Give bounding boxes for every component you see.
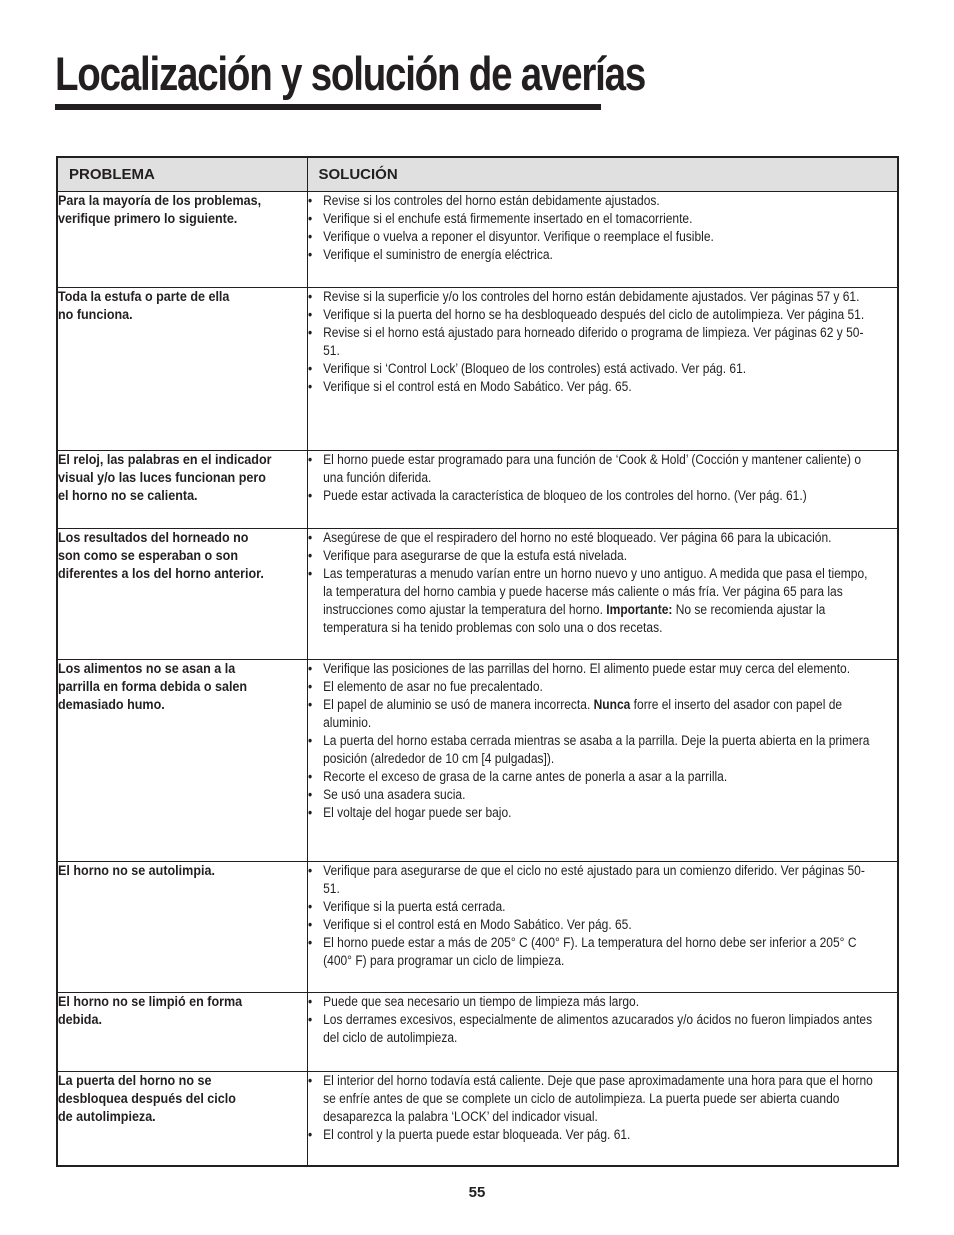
list-item: • El horno puede estar a más de 205° C (400° F). La temperatura del horno debe ser inferior a 205° C (400° F) para programar un ciclo de limpieza.	[308, 934, 878, 970]
list-item-text: Las temperaturas a menudo varían entre un horno nuevo y uno antiguo. A medida que pasa el tiempo, la temperatura del horno cambia y puede hacerse más caliente o más fría. Ver página 65 para las instrucciones como ajustar la temperatura del horno.	[322, 565, 868, 617]
problem-text: El horno no se autolimpia.	[58, 862, 215, 878]
solution-cell	[307, 287, 898, 450]
solution-cell	[307, 861, 898, 992]
table-row	[57, 861, 898, 992]
problem-cell	[57, 287, 307, 450]
solution-cell	[307, 528, 898, 659]
solution-cell	[307, 1071, 898, 1166]
list-item: • Verifique si el control está en Modo Sabático. Ver pág. 65.	[308, 916, 878, 934]
title-underline	[55, 104, 601, 110]
problem-text: El horno no se limpió en forma debida.	[58, 993, 243, 1027]
solution-cell	[307, 992, 898, 1071]
list-item: • Verifique el suministro de energía eléctrica.	[308, 246, 878, 264]
list-item: • Revise si la superficie y/o los controles del horno están debidamente ajustados. Ver páginas 57 y 61.	[308, 288, 878, 306]
page-number: 55	[468, 1184, 486, 1201]
list-item: • La puerta del horno estaba cerrada mientras se asaba a la parrilla. Deje la puerta abierta en la primera posición (alrededor de 10 cm [4 pulgadas]).	[308, 732, 878, 768]
emphasis-text: Nunca	[593, 696, 630, 712]
problem-text: El reloj, las palabras en el indicador visual y/o las luces funcionan pero el horno no se calienta.	[58, 451, 272, 503]
table-row	[57, 659, 898, 861]
header-problem: PROBLEMA	[57, 157, 307, 191]
list-item: • Los derrames excesivos, especialmente de alimentos azucarados y/o ácidos no fueron limpiados antes del ciclo de autolimpieza.	[308, 1011, 878, 1047]
problem-cell	[57, 1071, 307, 1166]
solution-cell	[307, 659, 898, 861]
list-item: • Se usó una asadera sucia.	[308, 786, 878, 804]
problem-text: Los alimentos no se asan a la parrilla en forma debida o salen demasiado humo.	[58, 660, 248, 712]
list-item: • Verifique para asegurarse de que la estufa está nivelada.	[308, 547, 878, 565]
list-item: • Verifique las posiciones de las parrillas del horno. El alimento puede estar muy cerca del elemento.	[308, 660, 878, 678]
solution-cell	[307, 191, 898, 287]
list-item: • Puede que sea necesario un tiempo de limpieza más largo.	[308, 993, 878, 1011]
table-row	[57, 191, 898, 287]
solution-list	[308, 862, 878, 970]
list-item: • Verifique si la puerta está cerrada.	[308, 898, 878, 916]
list-item: • Verifique si el enchufe está firmemente insertado en el tomacorriente.	[308, 210, 878, 228]
solution-list	[308, 529, 878, 637]
list-item-text: El papel de aluminio se usó de manera incorrecta.	[322, 696, 594, 712]
problem-cell	[57, 450, 307, 528]
table-header-row	[57, 157, 898, 191]
list-item: • El control y la puerta puede estar bloqueada. Ver pág. 61.	[308, 1126, 878, 1144]
list-item-text: forre el inserto del asador con papel de aluminio.	[322, 696, 842, 730]
list-item: • Revise si los controles del horno están debidamente ajustados.	[308, 192, 878, 210]
list-item: • Recorte el exceso de grasa de la carne antes de ponerla a asar a la parrilla.	[308, 768, 878, 786]
list-item: • Verifique si ‘Control Lock’ (Bloqueo de los controles) está activado. Ver pág. 61.	[308, 360, 878, 378]
list-item: • Puede estar activada la característica de bloqueo de los controles del horno. (Ver pág. 61.)	[308, 487, 878, 505]
list-item: • Verifique si la puerta del horno se ha desbloqueado después del ciclo de autolimpieza. Ver página 51.	[308, 306, 878, 324]
solution-cell	[307, 450, 898, 528]
solution-list	[308, 993, 878, 1047]
list-item	[308, 696, 878, 732]
list-item: • Verifique si el control está en Modo Sabático. Ver pág. 65.	[308, 378, 878, 396]
emphasis-text: Importante:	[605, 601, 672, 617]
list-item: • Verifique o vuelva a reponer el disyuntor. Verifique o reemplace el fusible.	[308, 228, 878, 246]
troubleshooting-table	[56, 156, 899, 1167]
problem-cell	[57, 992, 307, 1071]
solution-list	[308, 192, 878, 264]
list-item-text: No se recomienda ajustar la temperatura si ha tenido problemas con solo una o dos recetas.	[322, 601, 825, 635]
table-row	[57, 450, 898, 528]
header-solution: SOLUCIÓN	[307, 157, 898, 191]
list-item: • Asegúrese de que el respiradero del horno no esté bloqueado. Ver página 66 para la ubicación.	[308, 529, 878, 547]
list-item: • El horno puede estar programado para una función de ‘Cook & Hold’ (Cocción y mantener caliente) o una función diferida.	[308, 451, 878, 487]
list-item: • El elemento de asar no fue precalentado.	[308, 678, 878, 696]
problem-cell	[57, 861, 307, 992]
problem-text: Los resultados del horneado no son como se esperaban o son diferentes a los del horno anterior.	[58, 529, 264, 581]
list-item: • El voltaje del hogar puede ser bajo.	[308, 804, 878, 822]
problem-text: La puerta del horno no se desbloquea después del ciclo de autolimpieza.	[58, 1072, 236, 1124]
page-title: Localización y solución de averías	[55, 47, 646, 100]
solution-list	[308, 288, 878, 396]
solution-list	[308, 451, 878, 505]
table-row	[57, 528, 898, 659]
table-row	[57, 1071, 898, 1166]
list-item: • El interior del horno todavía está caliente. Deje que pase aproximadamente una hora para que el horno se enfríe antes de que se complete un ciclo de autolimpieza. La puerta puede ser abierta cuando desaparezca la palabra ‘LOCK’ del indicador visual.	[308, 1072, 878, 1126]
list-item: • Revise si el horno está ajustado para horneado diferido o programa de limpieza. Ver páginas 62 y 50-51.	[308, 324, 878, 360]
problem-text: Para la mayoría de los problemas, verifique primero lo siguiente.	[58, 192, 262, 226]
problem-cell	[57, 191, 307, 287]
table-row	[57, 992, 898, 1071]
problem-cell	[57, 659, 307, 861]
list-item	[308, 565, 878, 637]
problem-cell	[57, 528, 307, 659]
solution-list	[308, 1072, 878, 1144]
list-item: • Verifique para asegurarse de que el ciclo no esté ajustado para un comienzo diferido. Ver páginas 50-51.	[308, 862, 878, 898]
table-row	[57, 287, 898, 450]
solution-list	[308, 660, 878, 822]
problem-text: Toda la estufa o parte de ella no funciona.	[58, 288, 230, 322]
